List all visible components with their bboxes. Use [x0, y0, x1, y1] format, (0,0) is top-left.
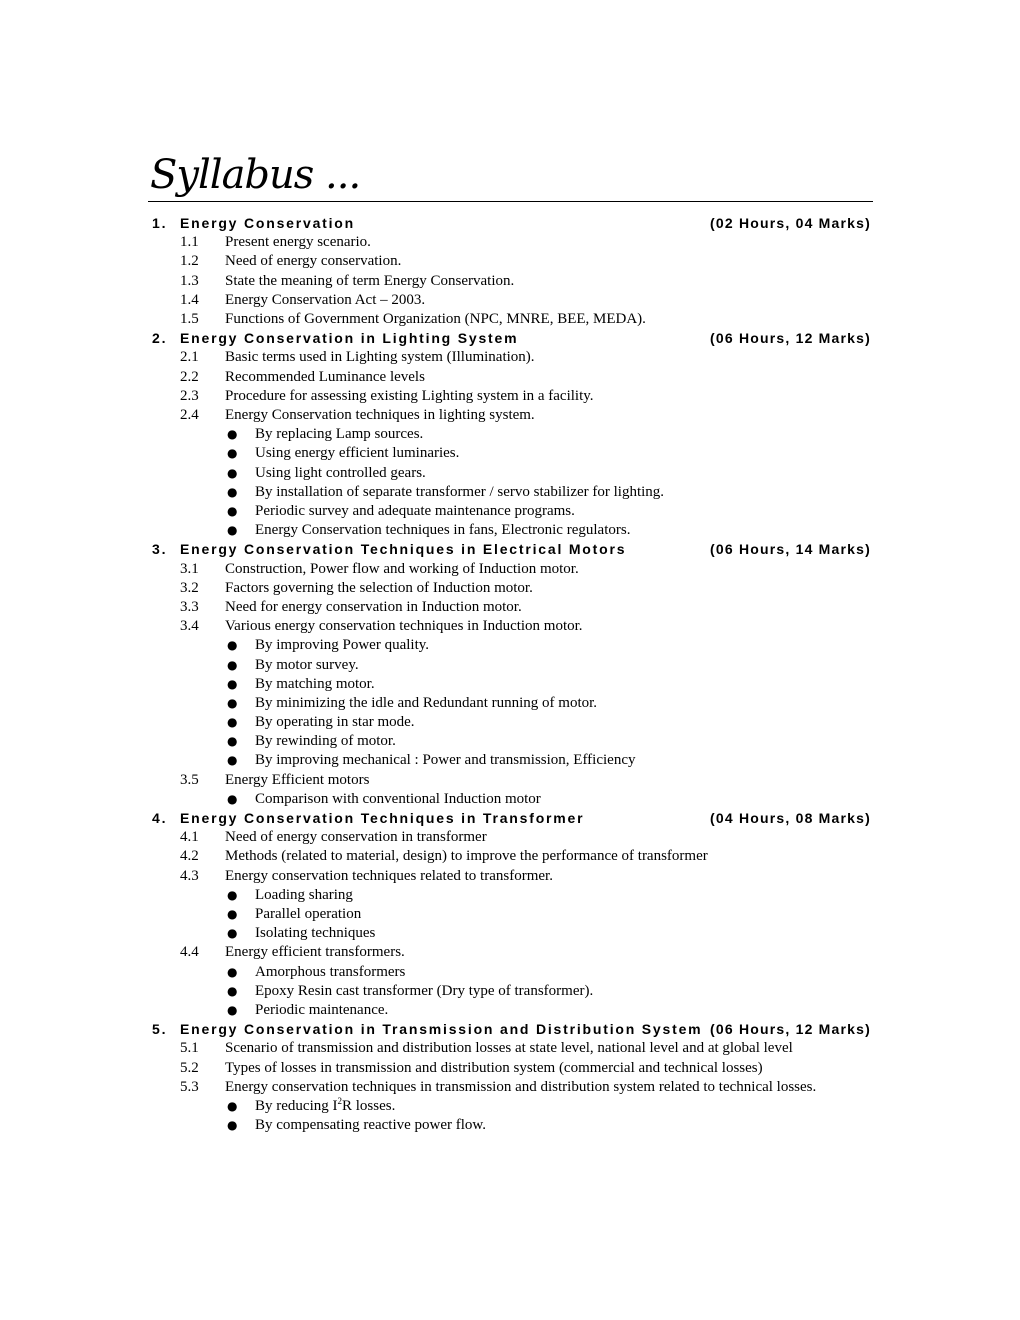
topic-row [148, 252, 873, 271]
topic-number: 1.1 [180, 234, 199, 251]
bullet-item [148, 656, 873, 675]
bullet-icon: ● [227, 1098, 238, 1113]
topic-row [148, 943, 873, 962]
page-title: Syllabus ... [150, 152, 361, 198]
topic-text: State the meaning of term Energy Conservation. [225, 272, 515, 289]
topic-row [148, 828, 873, 847]
bullet-icon: ● [227, 676, 238, 691]
unit-title: Energy Conservation in Lighting System [180, 330, 519, 347]
unit-number: 4. [152, 810, 168, 827]
topic-text: Energy conservation techniques in transmission and distribution system related to technical losses. [225, 1078, 817, 1095]
topic-row [148, 310, 873, 329]
unit-title: Energy Conservation Techniques in Electrical Motors [180, 541, 627, 558]
bullet-icon: ● [227, 887, 238, 902]
topic-row [148, 598, 873, 617]
bullet-item [148, 444, 873, 463]
bullet-item [148, 694, 873, 713]
bullet-text: By improving mechanical : Power and transmission, Efficiency [255, 752, 636, 769]
unit-hours-marks: (06 Hours, 14 Marks) [710, 541, 871, 558]
bullet-text: Amorphous transformers [255, 963, 406, 980]
bullet-item [148, 521, 873, 540]
syllabus-content [148, 214, 873, 1135]
bullet-icon: ● [227, 753, 238, 768]
bullet-text: Energy Conservation techniques in fans, Electronic regulators. [255, 522, 631, 539]
topic-row [148, 406, 873, 425]
topic-row [148, 771, 873, 790]
topic-number: 1.3 [180, 272, 199, 289]
unit-number: 3. [152, 541, 168, 558]
bullet-item [148, 636, 873, 655]
topic-number: 3.2 [180, 579, 199, 596]
bullet-icon: ● [227, 427, 238, 442]
topic-row [148, 291, 873, 310]
topic-text: Energy Conservation techniques in lighting system. [225, 407, 535, 423]
topic-row [148, 867, 873, 886]
bullet-icon: ● [227, 791, 238, 806]
topic-number: 2.1 [180, 349, 199, 366]
bullet-item [148, 963, 873, 982]
bullet-text: Epoxy Resin cast transformer (Dry type of transformer). [255, 982, 594, 999]
bullet-text: By improving Power quality. [255, 637, 430, 654]
bullet-text: Periodic maintenance. [255, 1001, 389, 1018]
topic-number: 1.4 [180, 291, 199, 308]
unit-heading [148, 329, 873, 348]
topic-text: Need for energy conservation in Induction motor. [225, 598, 522, 615]
topic-text: Functions of Government Organization (NPC, MNRE, BEE, MEDA). [225, 311, 646, 327]
bullet-text: By installation of separate transformer / servo stabilizer for lighting. [255, 483, 665, 500]
bullet-text: By operating in star mode. [255, 714, 415, 731]
topic-text: Need of energy conservation in transformer [225, 829, 487, 846]
topic-text: Need of energy conservation. [225, 253, 402, 270]
topic-row [148, 617, 873, 636]
bullet-item [148, 1097, 873, 1116]
bullet-item [148, 924, 873, 943]
topic-text: Factors governing the selection of Induction motor. [225, 579, 533, 596]
bullet-item [148, 751, 873, 770]
bullet-text: By replacing Lamp sources. [255, 426, 424, 443]
topic-number: 4.3 [180, 867, 199, 884]
unit-title: Energy Conservation in Transmission and Distribution System [180, 1021, 703, 1038]
unit-heading [148, 540, 873, 559]
bullet-item [148, 1001, 873, 1020]
title-divider [148, 201, 873, 202]
topic-row [148, 1039, 873, 1058]
topic-row [148, 387, 873, 406]
topic-row [148, 847, 873, 866]
unit-number: 1. [152, 215, 168, 231]
topic-number: 4.4 [180, 944, 199, 961]
bullet-text: Isolating techniques [255, 925, 376, 942]
topic-number: 5.3 [180, 1078, 199, 1095]
bullet-text: By compensating reactive power flow. [255, 1117, 487, 1134]
topic-row [148, 1059, 873, 1078]
bullet-item [148, 982, 873, 1001]
bullet-icon: ● [227, 983, 238, 998]
bullet-icon: ● [227, 734, 238, 749]
bullet-icon: ● [227, 446, 238, 461]
bullet-text: Comparison with conventional Induction motor [255, 790, 541, 807]
bullet-text: By motor survey. [255, 656, 359, 673]
topic-text: Recommended Luminance levels [225, 368, 425, 385]
unit-hours-marks: (06 Hours, 12 Marks) [710, 330, 871, 347]
bullet-text: Parallel operation [255, 906, 362, 923]
bullet-item [148, 713, 873, 732]
bullet-item [148, 905, 873, 924]
bullet-text: By matching motor. [255, 675, 375, 692]
topic-number: 3.1 [180, 560, 199, 577]
topic-number: 2.3 [180, 387, 199, 404]
topic-text: Construction, Power flow and working of Induction motor. [225, 560, 579, 577]
topic-text: Energy efficient transformers. [225, 944, 405, 961]
unit-heading [148, 1020, 873, 1039]
bullet-item [148, 886, 873, 905]
topic-row [148, 272, 873, 291]
unit-hours-marks: (02 Hours, 04 Marks) [710, 215, 871, 231]
bullet-icon: ● [227, 657, 238, 672]
bullet-item [148, 675, 873, 694]
topic-text: Energy Efficient motors [225, 771, 370, 788]
bullet-icon: ● [227, 695, 238, 710]
bullet-icon: ● [227, 1118, 238, 1133]
topic-row [148, 579, 873, 598]
unit-hours-marks: (06 Hours, 12 Marks) [710, 1021, 871, 1038]
topic-row [148, 368, 873, 387]
bullet-text: Using energy efficient luminaries. [255, 445, 460, 462]
bullet-icon: ● [227, 964, 238, 979]
bullet-icon: ● [227, 465, 238, 480]
bullet-text: Loading sharing [255, 886, 353, 903]
bullet-icon: ● [227, 926, 238, 941]
topic-number: 5.2 [180, 1059, 199, 1076]
bullet-item [148, 1116, 873, 1135]
bullet-icon: ● [227, 484, 238, 499]
bullet-item [148, 732, 873, 751]
bullet-icon: ● [227, 907, 238, 922]
bullet-text: Using light controlled gears. [255, 464, 426, 481]
topic-row [148, 560, 873, 579]
bullet-icon: ● [227, 503, 238, 518]
topic-text: Basic terms used in Lighting system (Illumination). [225, 349, 535, 366]
topic-row [148, 348, 873, 367]
unit-title: Energy Conservation [180, 215, 356, 231]
topic-text: Energy conservation techniques related to transformer. [225, 867, 553, 884]
bullet-item [148, 483, 873, 502]
bullet-item [148, 425, 873, 444]
bullet-icon: ● [227, 523, 238, 538]
bullet-text: By rewinding of motor. [255, 733, 396, 750]
bullet-item [148, 790, 873, 809]
bullet-icon: ● [227, 638, 238, 653]
topic-row [148, 233, 873, 252]
bullet-text: By reducing $I^2R$ losses. [255, 1095, 396, 1114]
topic-text: Various energy conservation techniques in Induction motor. [225, 618, 583, 635]
bullet-item [148, 464, 873, 483]
topic-text: Energy Conservation Act – 2003. [225, 291, 426, 308]
topic-text: Procedure for assessing existing Lighting system in a facility. [225, 387, 594, 404]
topic-text: Present energy scenario. [225, 234, 371, 251]
topic-number: 4.1 [180, 829, 199, 846]
topic-number: 1.2 [180, 253, 199, 270]
topic-number: 2.2 [180, 368, 199, 385]
unit-heading [148, 809, 873, 828]
bullet-item [148, 502, 873, 521]
topic-number: 3.3 [180, 598, 199, 615]
unit-number: 2. [152, 330, 168, 347]
topic-number: 5.1 [180, 1040, 199, 1057]
bullet-text: By minimizing the idle and Redundant running of motor. [255, 694, 598, 711]
topic-number: 2.4 [180, 407, 199, 423]
unit-heading [148, 214, 873, 233]
unit-number: 5. [152, 1021, 168, 1038]
topic-text: Types of losses in transmission and distribution system (commercial and technical losses) [225, 1059, 763, 1076]
topic-row [148, 1078, 873, 1097]
unit-title: Energy Conservation Techniques in Transformer [180, 810, 585, 827]
topic-number: 3.5 [180, 771, 199, 788]
bullet-text: Periodic survey and adequate maintenance programs. [255, 502, 575, 519]
topic-text: Scenario of transmission and distribution losses at state level, national level and at global level [225, 1040, 793, 1057]
bullet-icon: ● [227, 715, 238, 730]
topic-text: Methods (related to material, design) to improve the performance of transformer [225, 848, 708, 865]
unit-hours-marks: (04 Hours, 08 Marks) [710, 810, 871, 827]
bullet-icon: ● [227, 1002, 238, 1017]
topic-number: 4.2 [180, 848, 199, 865]
topic-number: 3.4 [180, 618, 199, 635]
topic-number: 1.5 [180, 311, 199, 327]
